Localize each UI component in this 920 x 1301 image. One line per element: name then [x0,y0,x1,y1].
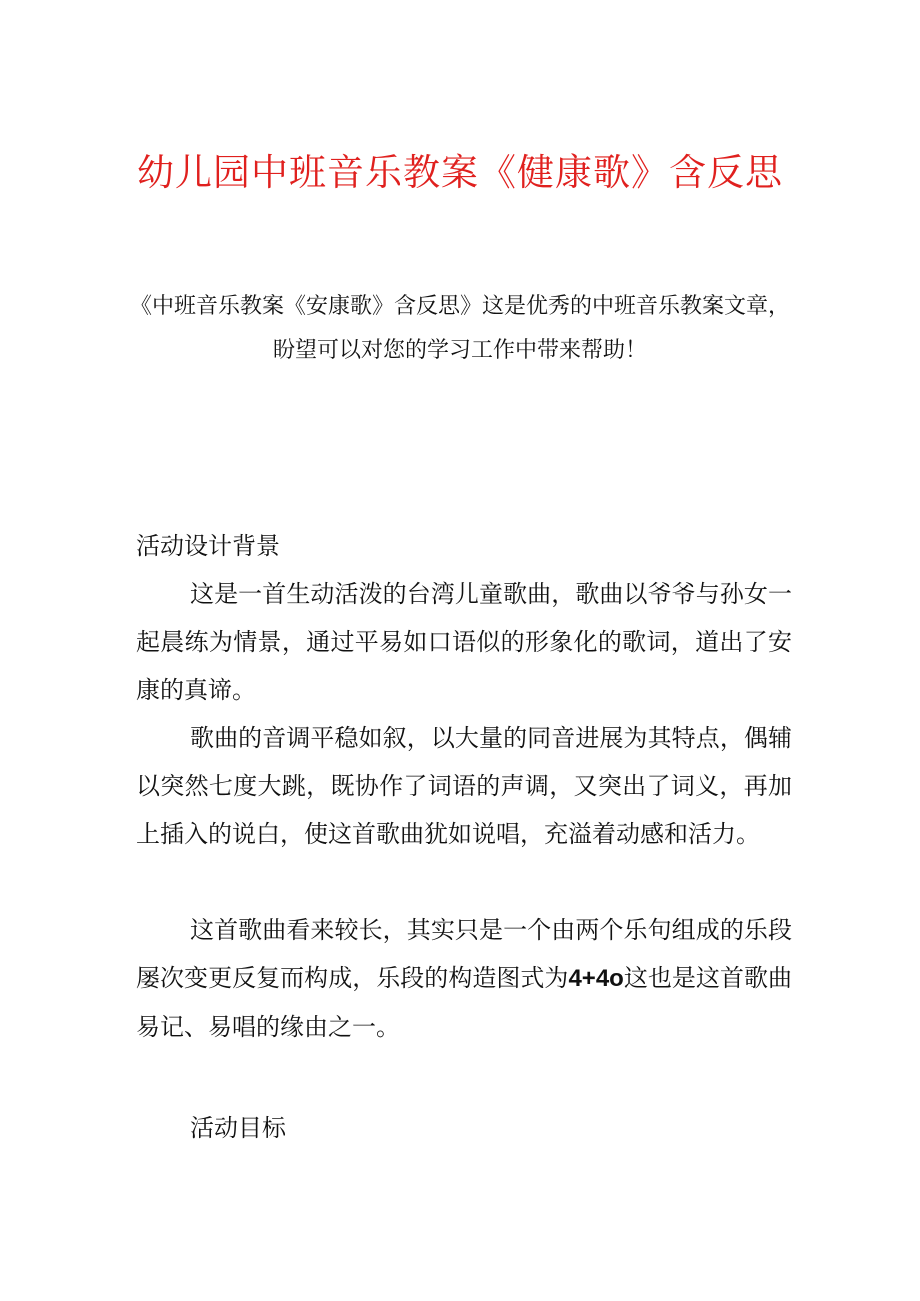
paragraph-3-start: 这首歌曲看来较长，其实只是一个由两个乐句组成的乐段屡次变更反复而构成，乐段的构造图式为 [136,916,792,992]
section-heading-background: 活动设计背景 [136,532,280,560]
document-title: 幼儿园中班音乐教案《健康歌》含反思 [137,151,783,194]
structure-formula: 4+4o [568,965,624,992]
intro-paragraph: 《中班音乐教案《安康歌》含反思》这是优秀的中班音乐教案文章，盼望可以对您的学习工作中带来帮助！ [130,294,791,363]
paragraph-2: 歌曲的音调平稳如叙，以大量的同音进展为其特点，偶辅以突然七度大跳，既协作了词语的声调，又突出了词义，再加上插入的说白，使这首歌曲犹如说唱，充溢着动感和活力。 [136,724,792,848]
paragraph-3-end: 这也是这首歌曲易记、易唱的缘由之一。 [136,964,793,1041]
paragraph-1: 这是一首生动活泼的台湾儿童歌曲，歌曲以爷爷与孙女一起晨练为情景，通过平易如口语似的形象化的歌词，道出了安康的真谛。 [136,580,792,704]
paragraph-3 [136,906,792,1051]
section-heading-goals: 活动目标 [190,1114,286,1142]
